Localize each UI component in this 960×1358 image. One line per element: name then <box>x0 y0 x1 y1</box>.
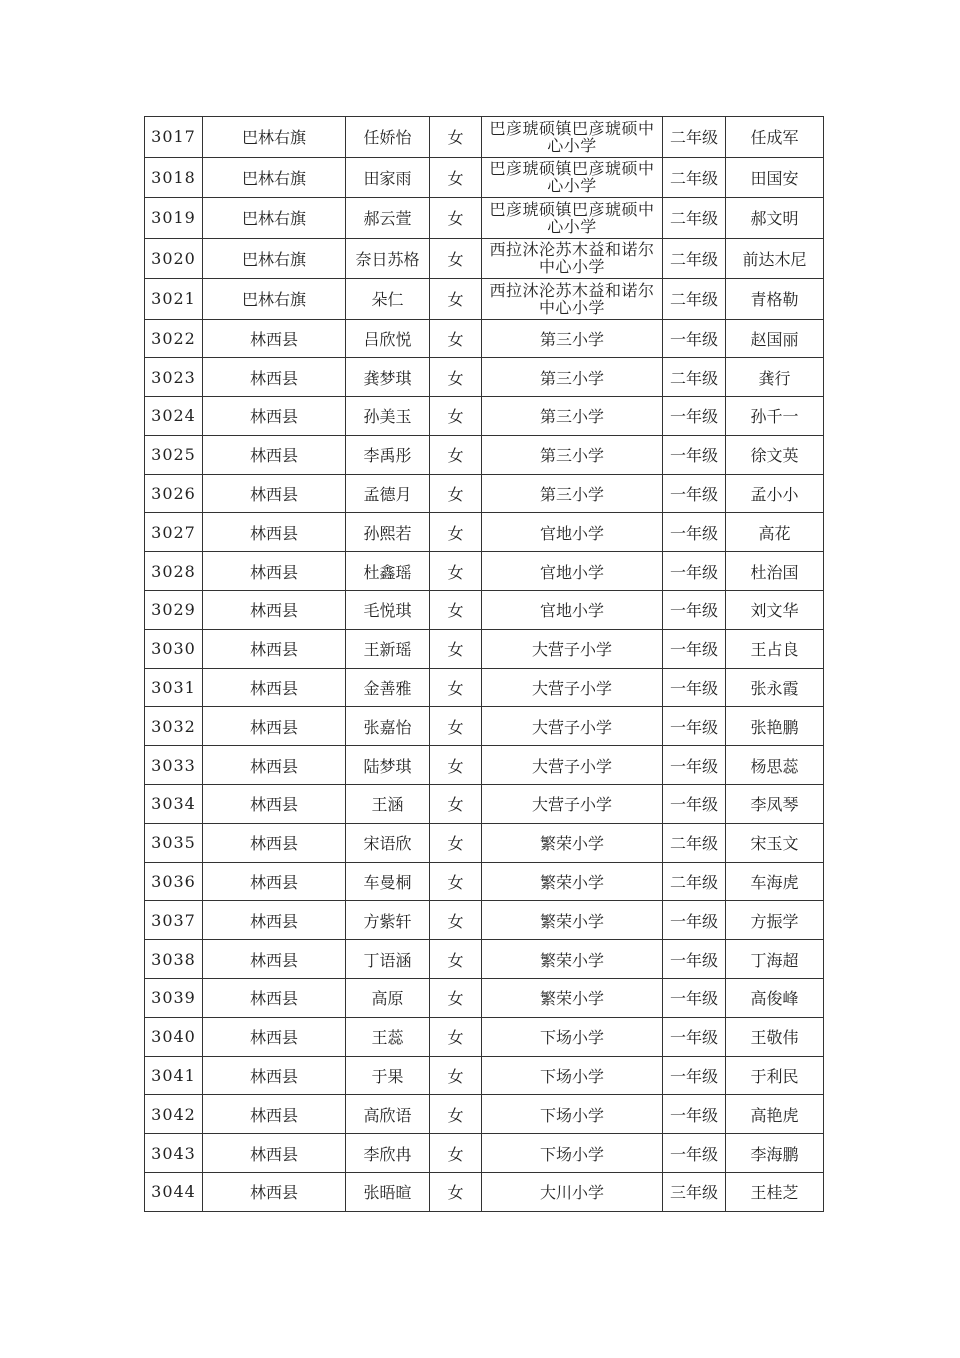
guardian-name-cell: 前达木尼 <box>726 238 824 279</box>
row-number-cell: 3019 <box>145 198 203 239</box>
guardian-name-cell: 田国安 <box>726 157 824 198</box>
row-number-cell: 3028 <box>145 552 203 591</box>
student-name-cell: 田家雨 <box>346 157 430 198</box>
row-number-cell: 3041 <box>145 1056 203 1095</box>
student-name-cell: 陆梦琪 <box>346 746 430 785</box>
roster-body <box>145 117 824 1212</box>
student-name-cell: 宋语欣 <box>346 823 430 862</box>
grade-cell: 一年级 <box>663 785 726 824</box>
table-row <box>145 397 824 436</box>
row-number-cell: 3037 <box>145 901 203 940</box>
row-number-cell: 3022 <box>145 319 203 358</box>
row-number-cell: 3035 <box>145 823 203 862</box>
table-row <box>145 591 824 630</box>
table-row <box>145 238 824 279</box>
school-cell: 第三小学 <box>482 435 663 474</box>
gender-cell: 女 <box>430 901 482 940</box>
row-number-cell: 3027 <box>145 513 203 552</box>
county-cell: 林西县 <box>203 358 346 397</box>
row-number-cell: 3017 <box>145 117 203 158</box>
county-cell: 林西县 <box>203 1134 346 1173</box>
student-name-cell: 丁语涵 <box>346 940 430 979</box>
gender-cell: 女 <box>430 862 482 901</box>
grade-cell: 一年级 <box>663 979 726 1018</box>
student-name-cell: 孙熙若 <box>346 513 430 552</box>
grade-cell: 一年级 <box>663 707 726 746</box>
gender-cell: 女 <box>430 979 482 1018</box>
school-cell: 西拉沐沦苏木益和诺尔中心小学 <box>482 279 663 320</box>
county-cell: 林西县 <box>203 901 346 940</box>
student-name-cell: 任娇怡 <box>346 117 430 158</box>
school-cell: 大营子小学 <box>482 707 663 746</box>
gender-cell: 女 <box>430 319 482 358</box>
guardian-name-cell: 高艳虎 <box>726 1095 824 1134</box>
grade-cell: 二年级 <box>663 117 726 158</box>
table-row <box>145 785 824 824</box>
school-cell: 官地小学 <box>482 552 663 591</box>
gender-cell: 女 <box>430 707 482 746</box>
grade-cell: 一年级 <box>663 435 726 474</box>
student-name-cell: 方紫轩 <box>346 901 430 940</box>
gender-cell: 女 <box>430 591 482 630</box>
school-cell: 大川小学 <box>482 1173 663 1212</box>
guardian-name-cell: 李海鹏 <box>726 1134 824 1173</box>
guardian-name-cell: 张永霞 <box>726 668 824 707</box>
row-number-cell: 3024 <box>145 397 203 436</box>
table-row <box>145 862 824 901</box>
guardian-name-cell: 孟小小 <box>726 474 824 513</box>
guardian-name-cell: 王占良 <box>726 629 824 668</box>
grade-cell: 一年级 <box>663 668 726 707</box>
table-row <box>145 1017 824 1056</box>
table-row <box>145 474 824 513</box>
grade-cell: 二年级 <box>663 358 726 397</box>
county-cell: 林西县 <box>203 435 346 474</box>
guardian-name-cell: 王敬伟 <box>726 1017 824 1056</box>
student-name-cell: 张晤暄 <box>346 1173 430 1212</box>
row-number-cell: 3018 <box>145 157 203 198</box>
county-cell: 林西县 <box>203 629 346 668</box>
county-cell: 巴林右旗 <box>203 238 346 279</box>
guardian-name-cell: 李凤琴 <box>726 785 824 824</box>
table-row <box>145 435 824 474</box>
school-cell: 第三小学 <box>482 397 663 436</box>
table-row <box>145 117 824 158</box>
school-cell: 大营子小学 <box>482 668 663 707</box>
guardian-name-cell: 宋玉文 <box>726 823 824 862</box>
school-cell: 繁荣小学 <box>482 862 663 901</box>
row-number-cell: 3031 <box>145 668 203 707</box>
gender-cell: 女 <box>430 513 482 552</box>
school-cell: 下场小学 <box>482 1095 663 1134</box>
school-cell: 下场小学 <box>482 1017 663 1056</box>
student-name-cell: 车曼桐 <box>346 862 430 901</box>
student-name-cell: 王新瑶 <box>346 629 430 668</box>
county-cell: 林西县 <box>203 397 346 436</box>
gender-cell: 女 <box>430 1095 482 1134</box>
gender-cell: 女 <box>430 157 482 198</box>
grade-cell: 一年级 <box>663 1134 726 1173</box>
guardian-name-cell: 高俊峰 <box>726 979 824 1018</box>
gender-cell: 女 <box>430 1056 482 1095</box>
student-roster-table <box>144 116 824 1212</box>
gender-cell: 女 <box>430 435 482 474</box>
student-name-cell: 王蕊 <box>346 1017 430 1056</box>
row-number-cell: 3025 <box>145 435 203 474</box>
table-row <box>145 1173 824 1212</box>
county-cell: 林西县 <box>203 552 346 591</box>
student-name-cell: 郝云萱 <box>346 198 430 239</box>
grade-cell: 二年级 <box>663 198 726 239</box>
guardian-name-cell: 丁海超 <box>726 940 824 979</box>
grade-cell: 二年级 <box>663 157 726 198</box>
guardian-name-cell: 杜治国 <box>726 552 824 591</box>
grade-cell: 二年级 <box>663 279 726 320</box>
table-row <box>145 668 824 707</box>
table-row <box>145 1095 824 1134</box>
table-row <box>145 358 824 397</box>
table-row <box>145 979 824 1018</box>
row-number-cell: 3042 <box>145 1095 203 1134</box>
guardian-name-cell: 杨思蕊 <box>726 746 824 785</box>
grade-cell: 一年级 <box>663 1017 726 1056</box>
school-cell: 繁荣小学 <box>482 823 663 862</box>
grade-cell: 一年级 <box>663 629 726 668</box>
student-name-cell: 孟德月 <box>346 474 430 513</box>
school-cell: 繁荣小学 <box>482 901 663 940</box>
school-cell: 巴彦琥硕镇巴彦琥硕中心小学 <box>482 117 663 158</box>
guardian-name-cell: 青格勒 <box>726 279 824 320</box>
county-cell: 巴林右旗 <box>203 198 346 239</box>
county-cell: 林西县 <box>203 319 346 358</box>
county-cell: 林西县 <box>203 474 346 513</box>
gender-cell: 女 <box>430 474 482 513</box>
student-name-cell: 杜鑫瑶 <box>346 552 430 591</box>
grade-cell: 一年级 <box>663 940 726 979</box>
table-row <box>145 707 824 746</box>
table-row <box>145 901 824 940</box>
guardian-name-cell: 孙千一 <box>726 397 824 436</box>
table-row <box>145 198 824 239</box>
school-cell: 繁荣小学 <box>482 979 663 1018</box>
grade-cell: 一年级 <box>663 591 726 630</box>
grade-cell: 一年级 <box>663 552 726 591</box>
grade-cell: 一年级 <box>663 397 726 436</box>
student-name-cell: 龚梦琪 <box>346 358 430 397</box>
table-row <box>145 746 824 785</box>
student-name-cell: 金善雅 <box>346 668 430 707</box>
grade-cell: 一年级 <box>663 901 726 940</box>
county-cell: 林西县 <box>203 591 346 630</box>
row-number-cell: 3044 <box>145 1173 203 1212</box>
row-number-cell: 3039 <box>145 979 203 1018</box>
grade-cell: 一年级 <box>663 746 726 785</box>
student-name-cell: 高原 <box>346 979 430 1018</box>
school-cell: 官地小学 <box>482 591 663 630</box>
gender-cell: 女 <box>430 552 482 591</box>
guardian-name-cell: 任成军 <box>726 117 824 158</box>
guardian-name-cell: 张艳鹏 <box>726 707 824 746</box>
grade-cell: 二年级 <box>663 823 726 862</box>
school-cell: 官地小学 <box>482 513 663 552</box>
table-row <box>145 823 824 862</box>
student-name-cell: 奈日苏格 <box>346 238 430 279</box>
school-cell: 巴彦琥硕镇巴彦琥硕中心小学 <box>482 198 663 239</box>
student-name-cell: 李欣冉 <box>346 1134 430 1173</box>
county-cell: 林西县 <box>203 1095 346 1134</box>
guardian-name-cell: 徐文英 <box>726 435 824 474</box>
student-name-cell: 高欣语 <box>346 1095 430 1134</box>
county-cell: 巴林右旗 <box>203 279 346 320</box>
table-row <box>145 940 824 979</box>
school-cell: 下场小学 <box>482 1134 663 1173</box>
school-cell: 下场小学 <box>482 1056 663 1095</box>
school-cell: 大营子小学 <box>482 746 663 785</box>
county-cell: 林西县 <box>203 979 346 1018</box>
gender-cell: 女 <box>430 358 482 397</box>
row-number-cell: 3023 <box>145 358 203 397</box>
student-name-cell: 李禹彤 <box>346 435 430 474</box>
gender-cell: 女 <box>430 1173 482 1212</box>
student-name-cell: 张嘉怡 <box>346 707 430 746</box>
county-cell: 林西县 <box>203 1173 346 1212</box>
guardian-name-cell: 龚行 <box>726 358 824 397</box>
county-cell: 林西县 <box>203 513 346 552</box>
guardian-name-cell: 郝文明 <box>726 198 824 239</box>
row-number-cell: 3034 <box>145 785 203 824</box>
row-number-cell: 3043 <box>145 1134 203 1173</box>
school-cell: 西拉沐沦苏木益和诺尔中心小学 <box>482 238 663 279</box>
grade-cell: 一年级 <box>663 513 726 552</box>
student-name-cell: 吕欣悦 <box>346 319 430 358</box>
gender-cell: 女 <box>430 668 482 707</box>
county-cell: 林西县 <box>203 746 346 785</box>
grade-cell: 二年级 <box>663 862 726 901</box>
grade-cell: 二年级 <box>663 238 726 279</box>
gender-cell: 女 <box>430 198 482 239</box>
school-cell: 第三小学 <box>482 319 663 358</box>
grade-cell: 一年级 <box>663 319 726 358</box>
row-number-cell: 3040 <box>145 1017 203 1056</box>
guardian-name-cell: 于利民 <box>726 1056 824 1095</box>
row-number-cell: 3029 <box>145 591 203 630</box>
school-cell: 大营子小学 <box>482 785 663 824</box>
guardian-name-cell: 刘文华 <box>726 591 824 630</box>
grade-cell: 一年级 <box>663 474 726 513</box>
gender-cell: 女 <box>430 279 482 320</box>
row-number-cell: 3038 <box>145 940 203 979</box>
county-cell: 林西县 <box>203 1056 346 1095</box>
gender-cell: 女 <box>430 117 482 158</box>
gender-cell: 女 <box>430 785 482 824</box>
student-name-cell: 于果 <box>346 1056 430 1095</box>
county-cell: 林西县 <box>203 707 346 746</box>
gender-cell: 女 <box>430 238 482 279</box>
row-number-cell: 3033 <box>145 746 203 785</box>
gender-cell: 女 <box>430 746 482 785</box>
table-row <box>145 279 824 320</box>
table-row <box>145 552 824 591</box>
county-cell: 巴林右旗 <box>203 117 346 158</box>
table-row <box>145 319 824 358</box>
gender-cell: 女 <box>430 629 482 668</box>
table-row <box>145 513 824 552</box>
grade-cell: 一年级 <box>663 1056 726 1095</box>
school-cell: 大营子小学 <box>482 629 663 668</box>
table-row <box>145 1134 824 1173</box>
guardian-name-cell: 车海虎 <box>726 862 824 901</box>
county-cell: 林西县 <box>203 862 346 901</box>
student-name-cell: 毛悦琪 <box>346 591 430 630</box>
guardian-name-cell: 高花 <box>726 513 824 552</box>
county-cell: 林西县 <box>203 940 346 979</box>
gender-cell: 女 <box>430 1134 482 1173</box>
guardian-name-cell: 方振学 <box>726 901 824 940</box>
row-number-cell: 3036 <box>145 862 203 901</box>
grade-cell: 三年级 <box>663 1173 726 1212</box>
student-name-cell: 王涵 <box>346 785 430 824</box>
table-row <box>145 1056 824 1095</box>
county-cell: 巴林右旗 <box>203 157 346 198</box>
guardian-name-cell: 赵国丽 <box>726 319 824 358</box>
school-cell: 繁荣小学 <box>482 940 663 979</box>
county-cell: 林西县 <box>203 785 346 824</box>
guardian-name-cell: 王桂芝 <box>726 1173 824 1212</box>
school-cell: 第三小学 <box>482 474 663 513</box>
table-row <box>145 629 824 668</box>
county-cell: 林西县 <box>203 668 346 707</box>
county-cell: 林西县 <box>203 1017 346 1056</box>
row-number-cell: 3020 <box>145 238 203 279</box>
table-row <box>145 157 824 198</box>
row-number-cell: 3021 <box>145 279 203 320</box>
gender-cell: 女 <box>430 940 482 979</box>
row-number-cell: 3030 <box>145 629 203 668</box>
grade-cell: 一年级 <box>663 1095 726 1134</box>
row-number-cell: 3026 <box>145 474 203 513</box>
gender-cell: 女 <box>430 1017 482 1056</box>
student-name-cell: 朵仁 <box>346 279 430 320</box>
student-name-cell: 孙美玉 <box>346 397 430 436</box>
school-cell: 巴彦琥硕镇巴彦琥硕中心小学 <box>482 157 663 198</box>
gender-cell: 女 <box>430 397 482 436</box>
county-cell: 林西县 <box>203 823 346 862</box>
school-cell: 第三小学 <box>482 358 663 397</box>
gender-cell: 女 <box>430 823 482 862</box>
row-number-cell: 3032 <box>145 707 203 746</box>
